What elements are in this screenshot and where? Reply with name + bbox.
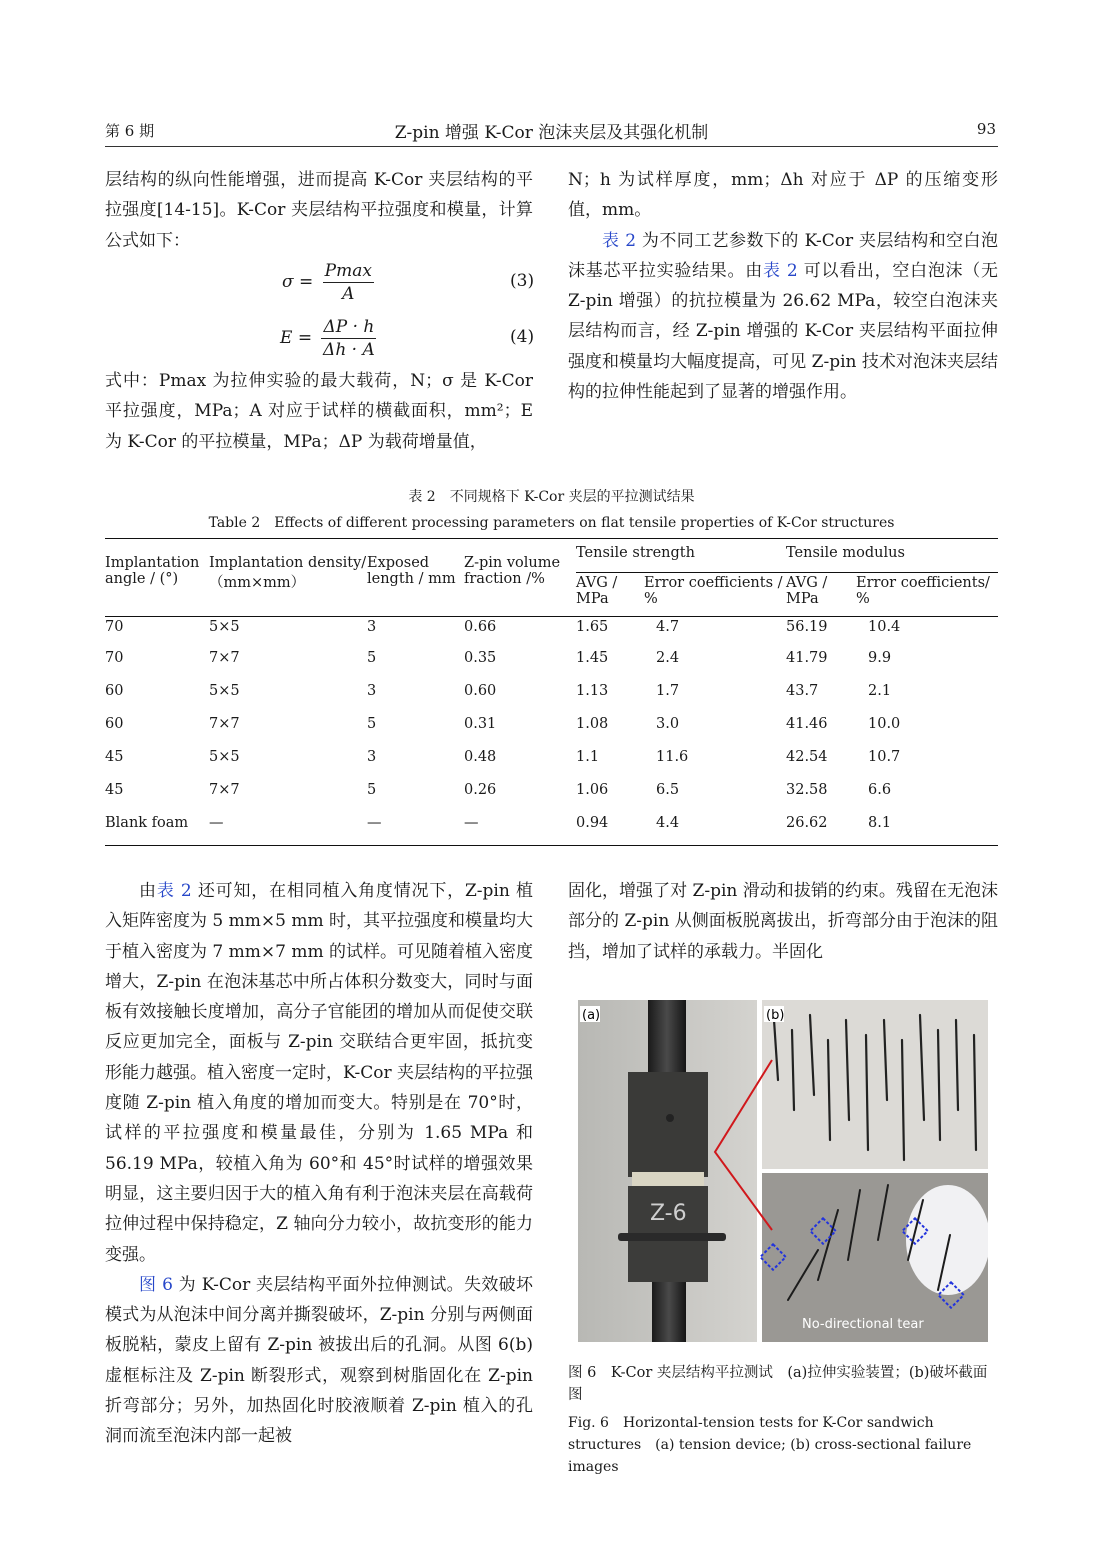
equation-lhs: σ = [282, 272, 314, 292]
table-cell: 5 [367, 715, 377, 732]
equation-denominator: Δh · A [323, 340, 375, 360]
table-cell: 1.13 [576, 682, 609, 699]
results-table [105, 538, 998, 846]
paragraph: 式中：Pmax 为拉伸实验的最大载荷，N；σ 是 K-Cor 平拉强度，MPa；A 对应于试样的横截面积，mm²；E 为 K-Cor 的平拉模量，MPa；ΔP 为载荷增量值， [105, 371, 533, 452]
table-cell: 5×5 [209, 619, 240, 635]
table-cell: 32.58 [786, 781, 828, 798]
panel-b-label: (b) [766, 1008, 785, 1023]
table-cell: 41.46 [786, 715, 828, 732]
th-volume: Z-pin volume fraction /% [464, 539, 576, 617]
table-row [105, 740, 998, 773]
table-cell: 5×5 [209, 748, 240, 765]
page-number: 93 [976, 120, 996, 138]
equation-numerator: ΔP · h [323, 317, 375, 337]
figure-6-link[interactable]: 图 6 [139, 1274, 173, 1295]
paragraph: N；h 为试样厚度，mm；Δh 对应于 ΔP 的压缩变形值，mm。 [568, 170, 998, 221]
table-cell: 1.65 [576, 619, 609, 635]
th-exposed: Exposed length / mm [367, 539, 464, 617]
table-cell: 4.7 [656, 619, 680, 635]
th-modulus-avg: AVG / MPa [786, 573, 856, 617]
panel-a-tension-device [578, 1000, 757, 1342]
table-cell: 2.4 [656, 649, 680, 666]
text: 由 [139, 881, 157, 901]
th-density: Implantation density/ （mm×mm） [209, 539, 367, 617]
table-cell: 0.48 [464, 748, 497, 765]
paragraph [568, 226, 998, 408]
table-cell: — [367, 814, 382, 831]
table-cell: 0.31 [464, 715, 497, 732]
equation-numerator: Pmax [324, 261, 372, 281]
table-cell: 11.6 [656, 748, 689, 765]
issue-number: 第 6 期 [105, 122, 155, 140]
table-cell: 3 [367, 682, 377, 699]
running-title: Z-pin 增强 K-Cor 泡沫夹层及其强化机制 [394, 123, 709, 143]
equation-3-number: (3) [510, 271, 535, 291]
table-cell: 1.06 [576, 781, 609, 798]
right-column-top [568, 165, 998, 407]
panel-b-top-image [762, 1000, 988, 1169]
table-cell: 3.0 [656, 715, 680, 732]
table-2-link[interactable]: 表 2 [762, 260, 798, 281]
table-cell: 7×7 [209, 715, 240, 732]
table-cell: 56.19 [786, 619, 828, 635]
table-cell: 5 [367, 649, 377, 666]
left-column-after-equations [105, 366, 533, 457]
table-cell: 41.79 [786, 649, 828, 666]
table-cell: 0.60 [464, 682, 497, 699]
table-cell: 45 [105, 748, 124, 765]
table-cell: 1.45 [576, 649, 609, 666]
table-cell: 45 [105, 781, 124, 798]
table-cell: 60 [105, 715, 124, 732]
table-cell: 0.26 [464, 781, 497, 798]
figure-6-image [578, 1000, 988, 1342]
table-row [105, 773, 998, 806]
th-modulus-error: Error coefficients/ % [856, 573, 998, 617]
panel-b-bottom-image [760, 1173, 988, 1342]
left-column-top [105, 165, 533, 256]
text: 还可知，在相同植入角度情况下，Z-pin 植入矩阵密度为 5 mm×5 mm 时，其平拉强度和模量均大于植入密度为 7 mm×7 mm 的试样。可见随着植入密度增大，Z-pin 在泡沫基芯中所占体积分数变大，同时与面板有效接触长度增加，高分子官能团的增加从而促使交联反应更加完全，面板与 Z-pin 交联结合更牢固，抵抗变形能力越强。植入密度一定时，K-Cor 夹层结构的平拉强度随 Z-pin 植入角度的增加而变大。特别是在 70°时，试样的平拉强度和模量最佳，分别为 1.65 MPa 和 56.19 MPa，较植入角为 60°和 45°时试样的增强效果明显，这主要归因于大的植入角有利于泡沫夹层在高载荷拉伸过程中保持稳定，Z 轴向分力较小，故抗变形的能力变强。 [105, 881, 533, 1265]
table-row [105, 641, 998, 674]
table-cell: 70 [105, 649, 124, 666]
table-cell: 8.1 [868, 814, 892, 831]
table-row [105, 617, 998, 641]
table-cell: 10.0 [868, 715, 901, 732]
running-header [105, 118, 998, 147]
th-tensile-strength: Tensile strength [576, 539, 786, 573]
th-angle: Implantation angle / (°) [105, 539, 209, 617]
table-cell: 0.66 [464, 619, 497, 635]
panel-a-label: (a) [582, 1008, 601, 1023]
table-2-link[interactable]: 表 2 [156, 881, 192, 901]
text: 为 K-Cor 夹层结构平面外拉伸测试。失效破坏模式为从泡沫中间分离并撕裂破坏，Z-pin 分别与两侧面板脱粘，蒙皮上留有 Z-pin 被拔出后的孔洞。从图 6(b)虚框标注及 Z-pin 断裂形式，观察到树脂固化在 Z-pin 折弯部分；另外，加热固化时胶液顺着 Z-pin 植入的孔洞而流至泡沫内部一起被 [105, 1274, 533, 1447]
th-strength-avg: AVG / MPa [576, 573, 644, 617]
equation-4-number: (4) [510, 327, 535, 347]
table-cell: 2.1 [868, 682, 892, 699]
table-cell: 1.08 [576, 715, 609, 732]
right-column-bottom [568, 876, 998, 967]
table-cell: 70 [105, 619, 124, 635]
figure-caption-en: Fig. 6 Horizontal-tension tests for K-Cor sandwich structures (a) tension device; (b) cross-sectional failure images [568, 1415, 972, 1475]
table-cell: 5×5 [209, 682, 240, 699]
table-cell: 0.94 [576, 814, 609, 831]
equation-denominator: A [342, 284, 355, 304]
table-cell: 26.62 [786, 814, 828, 831]
paragraph [105, 876, 533, 1270]
text: 可以看出，空白泡沫（无 Z-pin 增强）的抗拉模量为 26.62 MPa，较空白泡沫夹层结构而言，经 Z-pin 增强的 K-Cor 夹层结构平面拉伸强度和模量均大幅度提高，可见 Z-pin 技术对泡沫夹层结构的拉伸性能起到了显著的增强作用。 [568, 260, 999, 403]
equation-4 [280, 316, 376, 361]
specimen-label: Z-6 [650, 1201, 687, 1226]
table-row [105, 674, 998, 707]
figure-caption-cn: 图 6 K-Cor 夹层结构平拉测试 (a)拉伸实验装置；(b)破坏截面图 [568, 1365, 988, 1403]
left-column-bottom [105, 876, 533, 1452]
paragraph [105, 1270, 533, 1452]
table-2-link[interactable]: 表 2 [602, 230, 637, 251]
th-tensile-modulus: Tensile modulus [786, 539, 998, 573]
table-cell: — [464, 814, 479, 831]
table-cell: 1.1 [576, 748, 600, 765]
table-cell: 43.7 [786, 682, 819, 699]
table-cell: 3 [367, 619, 377, 635]
table-cell: 9.9 [868, 649, 892, 666]
table-cell: 6.5 [656, 781, 680, 798]
table-cell: 3 [367, 748, 377, 765]
table-cell: 1.7 [656, 682, 680, 699]
table-cell: Blank foam [105, 814, 189, 831]
table-cell: 7×7 [209, 781, 240, 798]
table-cell: 60 [105, 682, 124, 699]
table-cell: 10.7 [868, 748, 901, 765]
table-cell: 4.4 [656, 814, 680, 831]
table-caption-en: Table 2 Effects of different processing parameters on flat tensile properties of K-Cor structures [208, 515, 895, 531]
table-caption-cn: 表 2 不同规格下 K-Cor 夹层的平拉测试结果 [408, 489, 695, 505]
paragraph: 固化，增强了对 Z-pin 滑动和拔销的约束。残留在无泡沫部分的 Z-pin 从侧面板脱离拔出，折弯部分由于泡沫的阻挡，增加了试样的承载力。半固化 [568, 881, 998, 962]
table-cell: 5 [367, 781, 377, 798]
equation-3 [282, 260, 374, 305]
equation-lhs: E = [280, 328, 313, 348]
text: 为不同工艺参数下的 K-Cor 夹层结构和空白泡沫基芯平拉实验结果。由 [568, 230, 998, 281]
th-strength-error: Error coefficients / % [644, 573, 786, 617]
table-cell: 7×7 [209, 649, 240, 666]
table-cell: 10.4 [868, 619, 901, 635]
table-row [105, 806, 998, 846]
tear-label: No-directional tear [802, 1317, 924, 1332]
table-cell: 6.6 [868, 781, 892, 798]
table-cell: 42.54 [786, 748, 828, 765]
table-cell: 0.35 [464, 649, 497, 666]
paragraph: 层结构的纵向性能增强，进而提高 K-Cor 夹层结构的平拉强度[14-15]。K-Cor 夹层结构平拉强度和模量，计算公式如下： [105, 170, 533, 251]
table-row [105, 707, 998, 740]
table-cell: — [209, 814, 224, 831]
